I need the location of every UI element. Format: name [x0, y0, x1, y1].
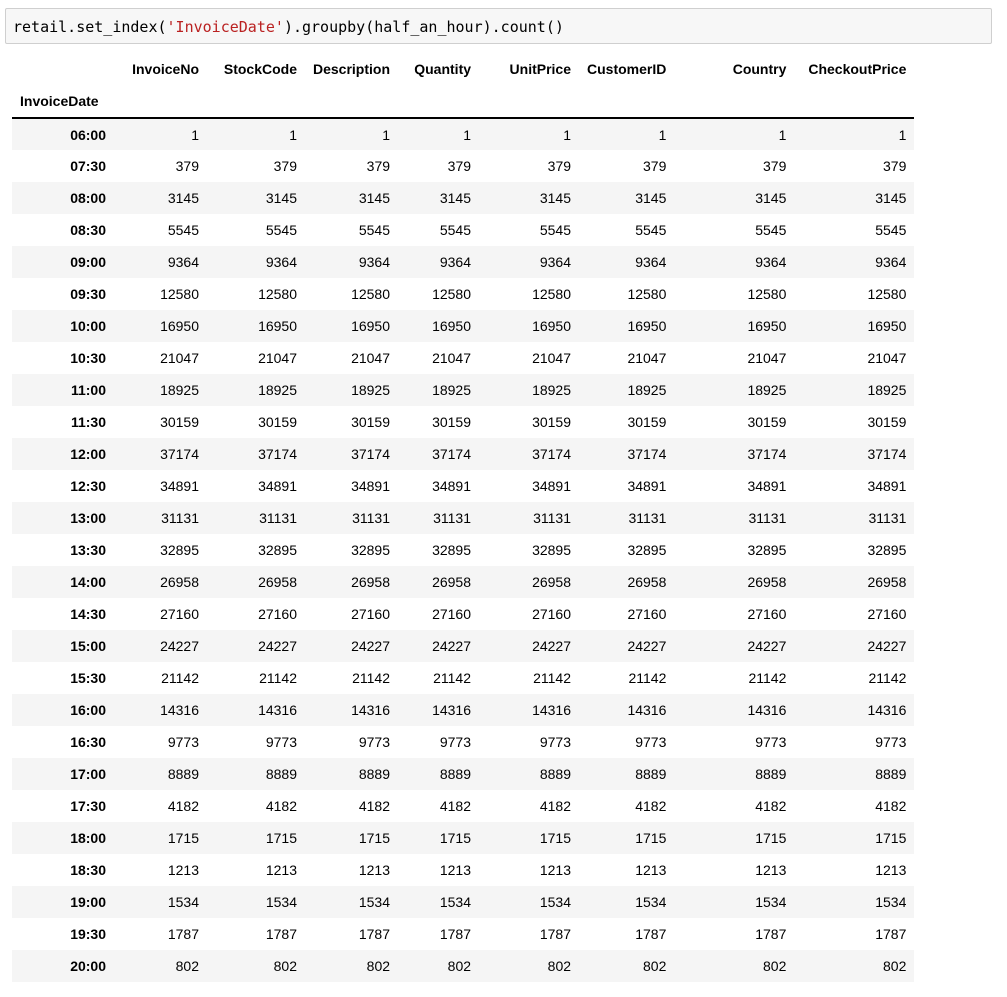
table-cell: 9364 — [875, 254, 907, 270]
table-cell: 21047 — [351, 350, 391, 366]
table-cell: 26958 — [747, 574, 787, 590]
table-cell: 12580 — [627, 286, 667, 302]
table-cell: 9773 — [358, 734, 391, 750]
table-cell: 1534 — [755, 894, 787, 910]
table-cell: 9364 — [539, 254, 572, 270]
table-cell: 1787 — [358, 926, 391, 942]
table-cell: 26958 — [867, 574, 907, 590]
table-cell: 34891 — [747, 478, 787, 494]
dataframe-table — [12, 52, 914, 982]
table-cell: 4182 — [358, 798, 391, 814]
table-cell: 379 — [763, 158, 787, 174]
code-cell-input[interactable] — [5, 8, 992, 44]
table-cell: 1534 — [875, 894, 907, 910]
table-cell: 31131 — [352, 510, 391, 526]
table-cell: 1715 — [439, 830, 472, 846]
table-cell: 24227 — [627, 638, 667, 654]
table-cell: 27160 — [432, 606, 472, 622]
table-cell: 5545 — [755, 222, 787, 238]
table-row — [12, 118, 914, 150]
table-cell: 31131 — [259, 510, 297, 526]
table-cell: 18925 — [627, 382, 667, 398]
table-row — [12, 150, 914, 182]
table-cell: 3145 — [439, 190, 472, 206]
table-cell: 1213 — [439, 862, 472, 878]
header-blank-cell — [305, 85, 398, 118]
table-cell: 1 — [382, 126, 391, 143]
code-string-literal: 'InvoiceDate' — [166, 18, 284, 36]
table-cell: 24227 — [432, 638, 472, 654]
table-cell: 14316 — [351, 702, 391, 718]
table-cell: 5545 — [539, 222, 572, 238]
table-cell: 31131 — [628, 510, 667, 526]
table-cell: 24227 — [160, 638, 199, 654]
table-row — [12, 438, 914, 470]
row-index-label: 10:30 — [70, 350, 106, 366]
table-cell: 8889 — [358, 766, 391, 782]
table-cell: 31131 — [748, 510, 787, 526]
table-cell: 32895 — [432, 542, 472, 558]
table-cell: 3145 — [635, 190, 667, 206]
column-header: Country — [732, 60, 787, 77]
table-cell: 1787 — [265, 926, 297, 942]
table-cell: 5545 — [265, 222, 297, 238]
table-cell: 30159 — [532, 414, 572, 430]
table-cell: 1 — [658, 126, 667, 143]
table-cell: 32895 — [747, 542, 787, 558]
table-cell: 1715 — [635, 830, 667, 846]
table-cell: 379 — [366, 158, 391, 174]
table-cell: 802 — [366, 958, 391, 974]
table-cell: 18925 — [432, 382, 472, 398]
table-cell: 30159 — [627, 414, 667, 430]
table-cell: 1213 — [635, 862, 667, 878]
table-cell: 5545 — [358, 222, 391, 238]
table-row — [12, 406, 914, 438]
table-cell: 18925 — [258, 382, 297, 398]
table-row — [12, 886, 914, 918]
table-cell: 24227 — [867, 638, 907, 654]
table-cell: 1787 — [539, 926, 572, 942]
table-cell: 34891 — [867, 478, 907, 494]
table-cell: 4182 — [265, 798, 297, 814]
table-cell: 8889 — [167, 766, 199, 782]
table-cell: 37174 — [160, 446, 199, 462]
table-cell: 37174 — [627, 446, 667, 462]
table-cell: 21047 — [867, 350, 907, 366]
table-cell: 31131 — [161, 510, 199, 526]
table-cell: 16950 — [627, 318, 667, 334]
row-index-label: 17:30 — [70, 798, 106, 814]
table-cell: 30159 — [432, 414, 472, 430]
table-row — [12, 790, 914, 822]
table-cell: 9773 — [539, 734, 572, 750]
table-cell: 16950 — [258, 318, 297, 334]
column-header: CheckoutPrice — [808, 60, 907, 77]
header-blank-cell — [794, 85, 914, 118]
table-cell: 1 — [778, 126, 787, 143]
table-cell: 1715 — [539, 830, 572, 846]
table-cell: 1213 — [539, 862, 572, 878]
table-cell: 18925 — [532, 382, 572, 398]
table-cell: 12580 — [351, 286, 391, 302]
table-row — [12, 534, 914, 566]
table-cell: 31131 — [868, 510, 907, 526]
table-cell: 1715 — [265, 830, 297, 846]
table-cell: 802 — [447, 958, 472, 974]
table-cell: 37174 — [351, 446, 391, 462]
column-header: StockCode — [223, 60, 297, 77]
table-cell: 8889 — [755, 766, 787, 782]
table-cell: 21142 — [748, 670, 787, 686]
table-cell: 37174 — [867, 446, 907, 462]
table-row — [12, 630, 914, 662]
table-cell: 21047 — [747, 350, 787, 366]
row-index-label: 14:00 — [70, 574, 106, 590]
row-index-label: 16:30 — [70, 734, 106, 750]
table-cell: 379 — [883, 158, 907, 174]
row-index-label: 13:00 — [70, 510, 106, 526]
table-cell: 1787 — [755, 926, 787, 942]
table-cell: 14316 — [432, 702, 472, 718]
row-index-label: 19:00 — [70, 894, 106, 910]
column-header: UnitPrice — [509, 60, 572, 77]
table-cell: 12580 — [258, 286, 297, 302]
table-cell: 16950 — [160, 318, 199, 334]
table-cell: 12580 — [532, 286, 572, 302]
table-cell: 379 — [643, 158, 667, 174]
table-cell: 18925 — [351, 382, 391, 398]
table-row — [12, 758, 914, 790]
table-cell: 8889 — [265, 766, 297, 782]
table-cell: 21047 — [160, 350, 199, 366]
table-row — [12, 566, 914, 598]
table-cell: 1 — [898, 126, 907, 143]
table-cell: 27160 — [351, 606, 391, 622]
table-cell: 802 — [547, 958, 572, 974]
column-header: Quantity — [414, 60, 472, 77]
table-cell: 18925 — [747, 382, 787, 398]
table-cell: 802 — [273, 958, 297, 974]
table-cell: 14316 — [867, 702, 907, 718]
table-cell: 21142 — [868, 670, 907, 686]
table-cell: 3145 — [167, 190, 199, 206]
row-index-label: 18:00 — [70, 830, 106, 846]
row-index-label: 20:00 — [70, 958, 106, 974]
column-header: CustomerID — [587, 60, 667, 77]
column-header-row — [12, 52, 914, 85]
row-index-label: 12:00 — [70, 446, 106, 462]
table-cell: 3145 — [358, 190, 391, 206]
row-index-label: 13:30 — [70, 542, 106, 558]
row-index-label: 06:00 — [70, 126, 106, 143]
table-cell: 30159 — [258, 414, 297, 430]
table-cell: 1534 — [635, 894, 667, 910]
code-text-prefix: retail.set_index( — [13, 18, 167, 36]
row-index-label: 15:30 — [70, 670, 106, 686]
row-index-label: 10:00 — [70, 318, 106, 334]
table-cell: 5545 — [635, 222, 667, 238]
table-cell: 32895 — [258, 542, 297, 558]
table-cell: 4182 — [539, 798, 572, 814]
table-cell: 1 — [463, 126, 472, 143]
table-cell: 4182 — [167, 798, 199, 814]
table-cell: 27160 — [747, 606, 787, 622]
index-name-row — [12, 85, 914, 118]
table-cell: 3145 — [875, 190, 907, 206]
table-cell: 1213 — [875, 862, 907, 878]
table-cell: 21142 — [433, 670, 472, 686]
row-index-label: 19:30 — [70, 926, 106, 942]
table-cell: 26958 — [432, 574, 472, 590]
table-cell: 4182 — [875, 798, 907, 814]
header-blank-cell — [579, 85, 674, 118]
table-cell: 27160 — [160, 606, 199, 622]
table-row — [12, 214, 914, 246]
table-cell: 9773 — [167, 734, 199, 750]
table-cell: 802 — [763, 958, 787, 974]
table-cell: 16950 — [532, 318, 572, 334]
table-cell: 3145 — [539, 190, 572, 206]
code-line[interactable] — [13, 18, 564, 36]
table-cell: 1534 — [167, 894, 199, 910]
table-cell: 8889 — [875, 766, 907, 782]
table-cell: 8889 — [539, 766, 572, 782]
table-cell: 14316 — [747, 702, 787, 718]
table-cell: 26958 — [532, 574, 572, 590]
table-cell: 1787 — [439, 926, 472, 942]
table-row — [12, 278, 914, 310]
table-cell: 32895 — [532, 542, 572, 558]
table-cell: 9773 — [755, 734, 787, 750]
table-cell: 1787 — [635, 926, 667, 942]
row-index-label: 09:30 — [70, 286, 106, 302]
table-cell: 14316 — [258, 702, 297, 718]
table-cell: 16950 — [351, 318, 391, 334]
table-cell: 27160 — [867, 606, 907, 622]
table-body — [12, 118, 914, 982]
table-row — [12, 854, 914, 886]
table-cell: 27160 — [532, 606, 572, 622]
row-index-label: 15:00 — [70, 638, 106, 654]
header-blank-cell — [674, 85, 794, 118]
table-cell: 18925 — [160, 382, 199, 398]
table-cell: 5545 — [167, 222, 199, 238]
table-header — [12, 52, 914, 118]
table-cell: 9364 — [265, 254, 297, 270]
table-cell: 4182 — [755, 798, 787, 814]
table-cell: 26958 — [627, 574, 667, 590]
table-cell: 16950 — [432, 318, 472, 334]
table-cell: 9773 — [265, 734, 297, 750]
table-cell: 9364 — [439, 254, 472, 270]
table-cell: 34891 — [432, 478, 472, 494]
header-blank-cell — [12, 52, 114, 85]
row-index-label: 07:30 — [70, 158, 106, 174]
index-name-label: InvoiceDate — [20, 93, 99, 109]
table-cell: 21142 — [628, 670, 667, 686]
table-row — [12, 694, 914, 726]
table-cell: 12580 — [432, 286, 472, 302]
header-blank-cell — [398, 85, 479, 118]
table-cell: 24227 — [532, 638, 572, 654]
table-cell: 12580 — [747, 286, 787, 302]
table-cell: 26958 — [258, 574, 297, 590]
table-cell: 1715 — [875, 830, 907, 846]
table-cell: 21047 — [627, 350, 667, 366]
table-cell: 1 — [563, 126, 572, 143]
table-cell: 37174 — [532, 446, 572, 462]
table-cell: 4182 — [439, 798, 472, 814]
row-index-label: 11:00 — [70, 382, 106, 398]
table-cell: 1715 — [755, 830, 787, 846]
header-blank-cell — [114, 85, 207, 118]
table-cell: 802 — [883, 958, 907, 974]
table-cell: 8889 — [439, 766, 472, 782]
table-cell: 34891 — [351, 478, 391, 494]
table-cell: 27160 — [258, 606, 297, 622]
table-cell: 34891 — [532, 478, 572, 494]
row-index-label: 16:00 — [70, 702, 106, 718]
table-cell: 14316 — [627, 702, 667, 718]
table-cell: 9364 — [755, 254, 787, 270]
table-row — [12, 662, 914, 694]
table-cell: 9773 — [635, 734, 667, 750]
table-row — [12, 246, 914, 278]
table-cell: 30159 — [747, 414, 787, 430]
table-cell: 24227 — [258, 638, 297, 654]
table-row — [12, 918, 914, 950]
table-row — [12, 822, 914, 854]
table-row — [12, 182, 914, 214]
table-cell: 24227 — [747, 638, 787, 654]
table-cell: 9773 — [439, 734, 472, 750]
table-cell: 26958 — [160, 574, 199, 590]
table-cell: 21047 — [532, 350, 572, 366]
table-cell: 1 — [191, 126, 199, 143]
table-cell: 37174 — [747, 446, 787, 462]
column-header: Description — [313, 60, 391, 77]
table-cell: 1787 — [875, 926, 907, 942]
table-cell: 3145 — [265, 190, 297, 206]
output-area — [12, 52, 914, 982]
row-index-label: 17:00 — [70, 766, 106, 782]
code-text-suffix: ).groupby(half_an_hour).count() — [283, 18, 564, 36]
table-row — [12, 950, 914, 982]
table-cell: 802 — [643, 958, 667, 974]
row-index-label: 12:30 — [70, 478, 106, 494]
table-cell: 34891 — [160, 478, 199, 494]
row-index-label: 08:30 — [70, 222, 106, 238]
table-cell: 1534 — [265, 894, 297, 910]
table-cell: 31131 — [533, 510, 572, 526]
table-cell: 379 — [273, 158, 297, 174]
table-cell: 30159 — [867, 414, 907, 430]
column-header: InvoiceNo — [132, 60, 199, 77]
table-cell: 802 — [175, 958, 199, 974]
row-index-label: 14:30 — [70, 606, 106, 622]
table-cell: 27160 — [627, 606, 667, 622]
header-blank-cell — [207, 85, 305, 118]
table-cell: 32895 — [867, 542, 907, 558]
table-row — [12, 470, 914, 502]
table-cell: 1715 — [358, 830, 391, 846]
table-cell: 9773 — [875, 734, 907, 750]
table-cell: 1534 — [439, 894, 472, 910]
table-cell: 21142 — [533, 670, 572, 686]
table-cell: 16950 — [747, 318, 787, 334]
table-cell: 18925 — [867, 382, 907, 398]
table-cell: 9364 — [635, 254, 667, 270]
table-cell: 32895 — [160, 542, 199, 558]
table-cell: 24227 — [351, 638, 391, 654]
table-cell: 379 — [175, 158, 199, 174]
table-cell: 21047 — [258, 350, 297, 366]
table-cell: 1213 — [265, 862, 297, 878]
table-cell: 8889 — [635, 766, 667, 782]
table-cell: 9364 — [358, 254, 391, 270]
table-cell: 1213 — [167, 862, 199, 878]
row-index-label: 18:30 — [70, 862, 106, 878]
table-cell: 5545 — [439, 222, 472, 238]
table-row — [12, 502, 914, 534]
table-cell: 1213 — [755, 862, 787, 878]
table-cell: 4182 — [635, 798, 667, 814]
table-cell: 32895 — [627, 542, 667, 558]
row-index-label: 11:30 — [70, 414, 106, 430]
table-cell: 21142 — [259, 670, 297, 686]
table-row — [12, 726, 914, 758]
table-cell: 21047 — [432, 350, 472, 366]
table-cell: 16950 — [867, 318, 907, 334]
table-cell: 32895 — [351, 542, 391, 558]
table-cell: 37174 — [258, 446, 297, 462]
row-index-label: 09:00 — [70, 254, 106, 270]
table-cell: 1715 — [167, 830, 199, 846]
table-cell: 31131 — [433, 510, 472, 526]
row-index-label: 08:00 — [70, 190, 106, 206]
table-row — [12, 374, 914, 406]
table-cell: 30159 — [351, 414, 391, 430]
table-cell: 3145 — [755, 190, 787, 206]
table-cell: 1 — [289, 126, 297, 143]
table-cell: 5545 — [875, 222, 907, 238]
table-cell: 14316 — [532, 702, 572, 718]
table-cell: 26958 — [351, 574, 391, 590]
table-cell: 1787 — [167, 926, 199, 942]
table-cell: 37174 — [432, 446, 472, 462]
table-cell: 379 — [447, 158, 472, 174]
table-cell: 1534 — [539, 894, 572, 910]
header-blank-cell — [479, 85, 579, 118]
table-cell: 12580 — [160, 286, 199, 302]
table-row — [12, 342, 914, 374]
table-cell: 1213 — [358, 862, 391, 878]
table-cell: 34891 — [258, 478, 297, 494]
table-cell: 379 — [547, 158, 572, 174]
table-cell: 21142 — [352, 670, 391, 686]
table-cell: 34891 — [627, 478, 667, 494]
table-cell: 30159 — [160, 414, 199, 430]
table-cell: 21142 — [161, 670, 199, 686]
table-cell: 1534 — [358, 894, 391, 910]
table-cell: 9364 — [167, 254, 199, 270]
table-cell: 12580 — [867, 286, 907, 302]
table-row — [12, 598, 914, 630]
table-cell: 14316 — [160, 702, 199, 718]
table-row — [12, 310, 914, 342]
